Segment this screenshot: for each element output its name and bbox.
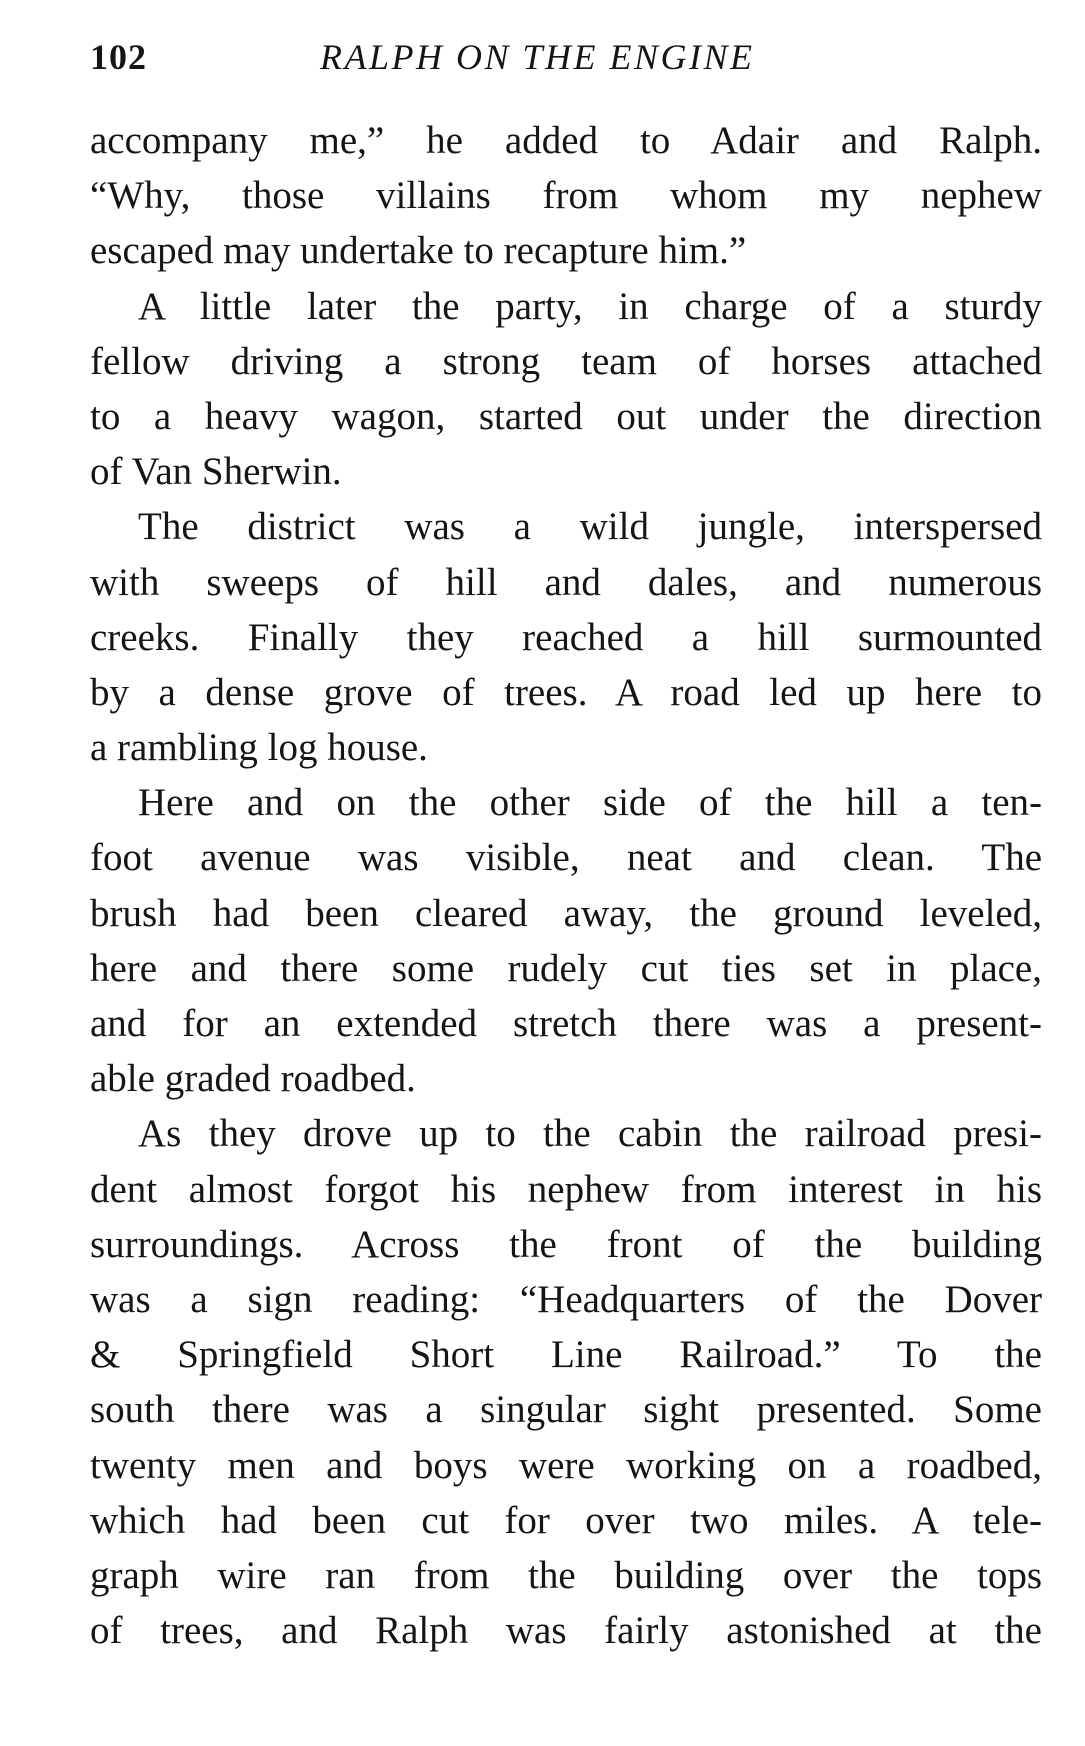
text-line: able graded roadbed. bbox=[90, 1057, 416, 1101]
text-line: The district was a wild jungle, interspersed bbox=[138, 505, 1042, 549]
running-title: RALPH ON THE ENGINE bbox=[320, 37, 755, 77]
text-line: Here and on the other side of the hill a ten- bbox=[138, 781, 1042, 825]
text-line: creeks. Finally they reached a hill surmounted bbox=[90, 615, 1042, 659]
text-line: “Why, those villains from whom my nephew bbox=[90, 174, 1042, 218]
text-line: dent almost forgot his nephew from interest in his bbox=[90, 1167, 1042, 1211]
text-line: twenty men and boys were working on a roadbed, bbox=[90, 1443, 1042, 1487]
text-line: and for an extended stretch there was a present- bbox=[90, 1002, 1042, 1045]
text-line: here and there some rudely cut ties set in place, bbox=[90, 946, 1042, 990]
text-line: accompany me,” he added to Adair and Ralph. bbox=[90, 119, 1042, 162]
text-line: surroundings. Across the front of the building bbox=[90, 1222, 1042, 1266]
text-line: brush had been cleared away, the ground leveled, bbox=[90, 891, 1042, 935]
text-line: of trees, and Ralph was fairly astonished at the bbox=[90, 1609, 1042, 1653]
page-number: 102 bbox=[90, 37, 147, 77]
running-header bbox=[90, 36, 1040, 86]
text-line: a rambling log house. bbox=[90, 726, 428, 770]
text-line: A little later the party, in charge of a sturdy bbox=[138, 284, 1042, 328]
text-line: was a sign reading: “Headquarters of the Dover bbox=[90, 1277, 1042, 1321]
text-line: foot avenue was visible, neat and clean. The bbox=[90, 836, 1042, 880]
text-line: by a dense grove of trees. A road led up here to bbox=[90, 670, 1042, 714]
text-line: to a heavy wagon, started out under the direction bbox=[90, 394, 1042, 438]
text-line: & Springfield Short Line Railroad.” To the bbox=[90, 1333, 1042, 1377]
body-text bbox=[90, 113, 1042, 1658]
text-line: of Van Sherwin. bbox=[90, 450, 342, 494]
text-line: with sweeps of hill and dales, and numerous bbox=[90, 560, 1042, 604]
text-line: which had been cut for over two miles. A tele- bbox=[90, 1498, 1042, 1542]
text-line: escaped may undertake to recapture him.” bbox=[90, 229, 747, 273]
text-line: graph wire ran from the building over the tops bbox=[90, 1553, 1042, 1597]
text-line: south there was a singular sight presented. Some bbox=[90, 1388, 1042, 1432]
text-line: fellow driving a strong team of horses attached bbox=[90, 339, 1042, 383]
text-line: As they drove up to the cabin the railroad presi- bbox=[138, 1112, 1042, 1156]
